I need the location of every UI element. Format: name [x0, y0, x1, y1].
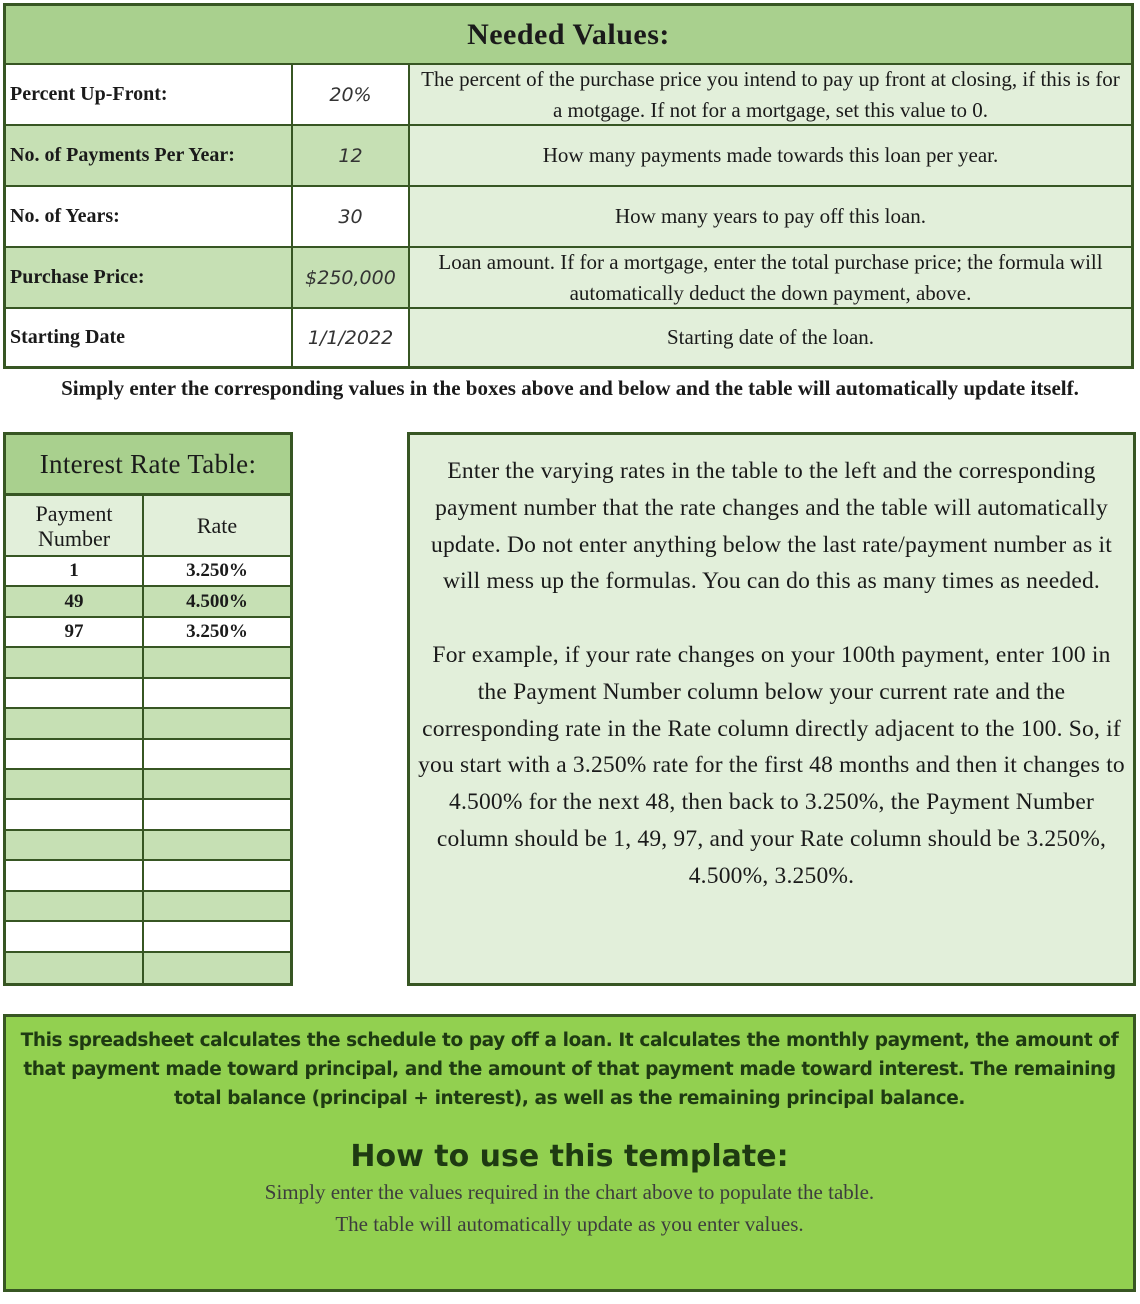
rate-table-row — [6, 679, 290, 709]
payment-number-cell[interactable] — [6, 831, 144, 859]
row-description: The percent of the purchase price you intend to pay up front at closing, if this is for a motgage. If not for a mortgage, set this value to 0. — [410, 65, 1131, 124]
needed-values-row — [6, 248, 1131, 309]
rate-cell[interactable] — [144, 892, 290, 920]
payment-number-cell[interactable] — [6, 953, 144, 983]
rate-cell[interactable] — [144, 648, 290, 676]
rate-table-row — [6, 922, 290, 952]
rate-cell[interactable] — [144, 679, 290, 707]
needed-values-title: Needed Values: — [6, 6, 1131, 65]
rate-table-row — [6, 648, 290, 678]
how-to-line: Simply enter the values required in the chart above to populate the table. — [264, 1180, 875, 1204]
payment-number-cell[interactable]: 1 — [6, 557, 144, 585]
spreadsheet-description: This spreadsheet calculates the schedule to pay off a loan. It calculates the monthly payment, the amount of that payment made toward principal, and the amount of that payment made toward interest. The remaining total balance (principal + interest), as well as the remaining principal balance. — [20, 1030, 1119, 1109]
payment-number-header: Payment Number — [6, 496, 144, 557]
starting-date-input[interactable]: 1/1/2022 — [293, 309, 410, 366]
payment-number-cell[interactable] — [6, 800, 144, 828]
rate-table-row — [6, 709, 290, 739]
row-label: No. of Payments Per Year: — [6, 126, 293, 185]
number-of-years-input[interactable]: 30 — [293, 187, 410, 246]
rate-table-row — [6, 587, 290, 617]
rate-cell[interactable] — [144, 922, 290, 950]
payment-number-cell[interactable] — [6, 922, 144, 950]
payment-number-cell[interactable] — [6, 770, 144, 798]
rate-table-row — [6, 800, 290, 830]
rate-table-row — [6, 557, 290, 587]
needed-values-row — [6, 65, 1131, 126]
payment-number-cell[interactable] — [6, 861, 144, 889]
rate-cell[interactable] — [144, 740, 290, 768]
rate-table-row — [6, 953, 290, 983]
rate-cell[interactable] — [144, 800, 290, 828]
rate-cell[interactable]: 3.250% — [186, 621, 248, 643]
rate-table-title: Interest Rate Table: — [6, 435, 290, 496]
rate-table-row — [6, 892, 290, 922]
row-description: How many years to pay off this loan. — [410, 187, 1131, 246]
rate-table-row — [6, 861, 290, 891]
needed-values-row — [6, 309, 1131, 366]
rate-table-row — [6, 618, 290, 648]
row-description: Starting date of the loan. — [410, 309, 1131, 366]
row-description: How many payments made towards this loan per year. — [410, 126, 1131, 185]
payment-number-cell[interactable] — [6, 892, 144, 920]
needed-values-row — [6, 126, 1131, 187]
rate-table-row — [6, 770, 290, 800]
how-to-steps — [6, 1176, 1133, 1240]
rate-header: Rate — [144, 496, 290, 557]
rate-cell[interactable] — [144, 831, 290, 859]
row-label: No. of Years: — [6, 187, 293, 246]
row-description: Loan amount. If for a mortgage, enter the total purchase price; the formula will automatically deduct the down payment, above. — [410, 248, 1131, 307]
rate-table-row — [6, 740, 290, 770]
rate-cell[interactable] — [144, 861, 290, 889]
percent-up-front-input[interactable]: 20% — [293, 65, 410, 124]
explanation-example-paragraph: For example, if your rate changes on your 100th payment, enter 100 in the Payment Number column below your current rate and the corresponding rate in the Rate column directly adjacent to the 100. So, if you start with a 3.250% rate for the first 48 months and then it changes to 4.500% for the next 48, then back to 3.250%, the Payment Number column should be 1, 49, 97, and your Rate column should be 3.250%, 4.500%, 3.250%. — [418, 641, 1125, 889]
rate-cell[interactable] — [144, 953, 290, 983]
explanation-paragraph: Enter the varying rates in the table to the left and the corresponding payment number that the rate changes and the table will automatically update. Do not enter anything below the last rate/payment number as it will mess up the formulas. You can do this as many times as needed. — [431, 458, 1112, 595]
rate-table-row — [6, 831, 290, 861]
rate-cell[interactable] — [144, 770, 290, 798]
row-label: Starting Date — [6, 309, 293, 366]
purchase-price-input[interactable]: $250,000 — [293, 248, 410, 307]
row-label: Percent Up-Front: — [6, 65, 293, 124]
needed-values-row — [6, 187, 1131, 248]
payment-number-cell[interactable] — [6, 679, 144, 707]
how-to-line: The table will automatically update as you enter values. — [335, 1212, 804, 1236]
needed-values-panel — [3, 3, 1134, 369]
payment-number-cell[interactable]: 49 — [6, 587, 144, 615]
template-info-box — [3, 1014, 1136, 1292]
row-label: Purchase Price: — [6, 248, 293, 307]
payment-number-cell[interactable]: 97 — [6, 618, 144, 646]
how-to-title: How to use this template: — [350, 1139, 789, 1174]
rate-explanation-box — [407, 432, 1136, 986]
instruction-text: Simply enter the corresponding values in the boxes above and below and the table will automatically update itself. — [61, 376, 1079, 400]
rate-cell[interactable] — [144, 709, 290, 737]
payment-number-cell[interactable] — [6, 740, 144, 768]
payments-per-year-input[interactable]: 12 — [293, 126, 410, 185]
payment-number-cell[interactable] — [6, 648, 144, 676]
rate-cell[interactable]: 3.250% — [186, 560, 248, 582]
rate-cell[interactable]: 4.500% — [186, 590, 248, 612]
payment-number-cell[interactable] — [6, 709, 144, 737]
interest-rate-table — [3, 432, 293, 986]
